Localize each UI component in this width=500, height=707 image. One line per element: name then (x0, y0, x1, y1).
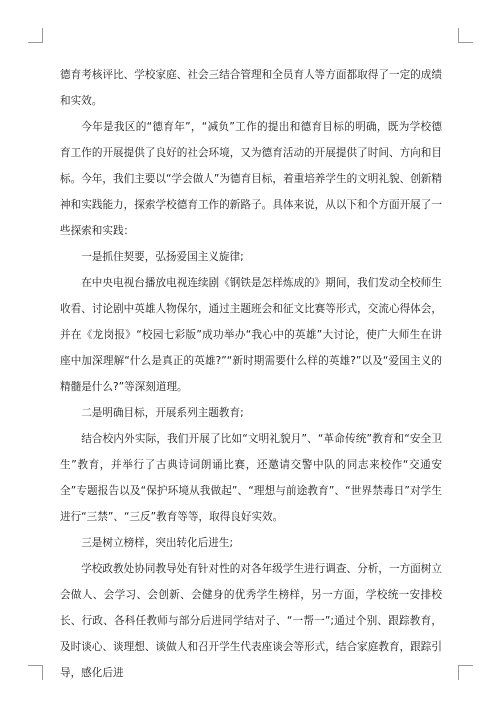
paragraph-5: 学校政教处协同教导处有针对性的对各年级学生进行调查、分析，一方面树立会做人、会学习、会创新、会健身的优秀学生榜样，另一方面，学校统一安排校长、行政、各科任教师与部分后进同学结对子、“一帮一”;通过个别、跟踪教育，及时谈心、谈理想、谈做人和召开学生代表座谈会等形式，结合家庭教育，跟踪引导，感化后进 (60, 563, 442, 679)
section-heading-2: 二是明确目标，开展系列主题教育; (81, 407, 244, 419)
paragraph-3: 在中央电视台播放电视连续剧《钢铁是怎样炼成的》期间，我们发动全校师生收看、讨论剧中英雄人物保尔，通过主题班会和征文比赛等形式，交流心得体会，并在《龙岗报》“校园七彩版”成功举办“我心中的英雄”大讨论，使广大师生在讲座中加深理解“什么是真正的英雄?”“新时期需要什么样的英雄?”以及“爱国主义的精髓是什么?”等深刻道理。 (60, 277, 442, 393)
paragraph-1: 德育考核评比、学校家庭、社会三结合管理和全员育人等方面都取得了一定的成绩和实效。 (60, 69, 442, 107)
paragraph-4: 结合校内外实际，我们开展了比如“文明礼貌月”、“革命传统”教育和“安全卫生”教育，并举行了古典诗词朗诵比赛，还邀请交警中队的同志来校作“交通安全”专题报告以及“保护环境从我做起”、“理想与前途教育”、“世界禁毒日”对学生进行“三禁”、“三反”教育等等，取得良好实效。 (60, 433, 442, 523)
corner-crop-mark-bottom-right (458, 665, 473, 680)
section-heading-1: 一是抓住契要，弘扬爱国主义旋律; (81, 251, 244, 263)
paragraph-2: 今年是我区的“德育年”，“减负”工作的提出和德育目标的明确，既为学校德育工作的开展提供了良好的社会环境，又为德育活动的开展提供了时间、方向和目标。今年，我们主要以“学会做人”为德育目标，着重培养学生的文明礼貌、创新精神和实践能力，探索学校德育工作的新路子。具体来说，从以下和个方面开展了一些探索和实践： (60, 121, 442, 237)
section-heading-3: 三是树立榜样，突出转化后进生; (81, 537, 234, 549)
document-body (60, 62, 442, 686)
corner-crop-mark-top-left (28, 28, 43, 43)
corner-crop-mark-bottom-left (28, 665, 43, 680)
corner-crop-mark-top-right (458, 28, 473, 43)
